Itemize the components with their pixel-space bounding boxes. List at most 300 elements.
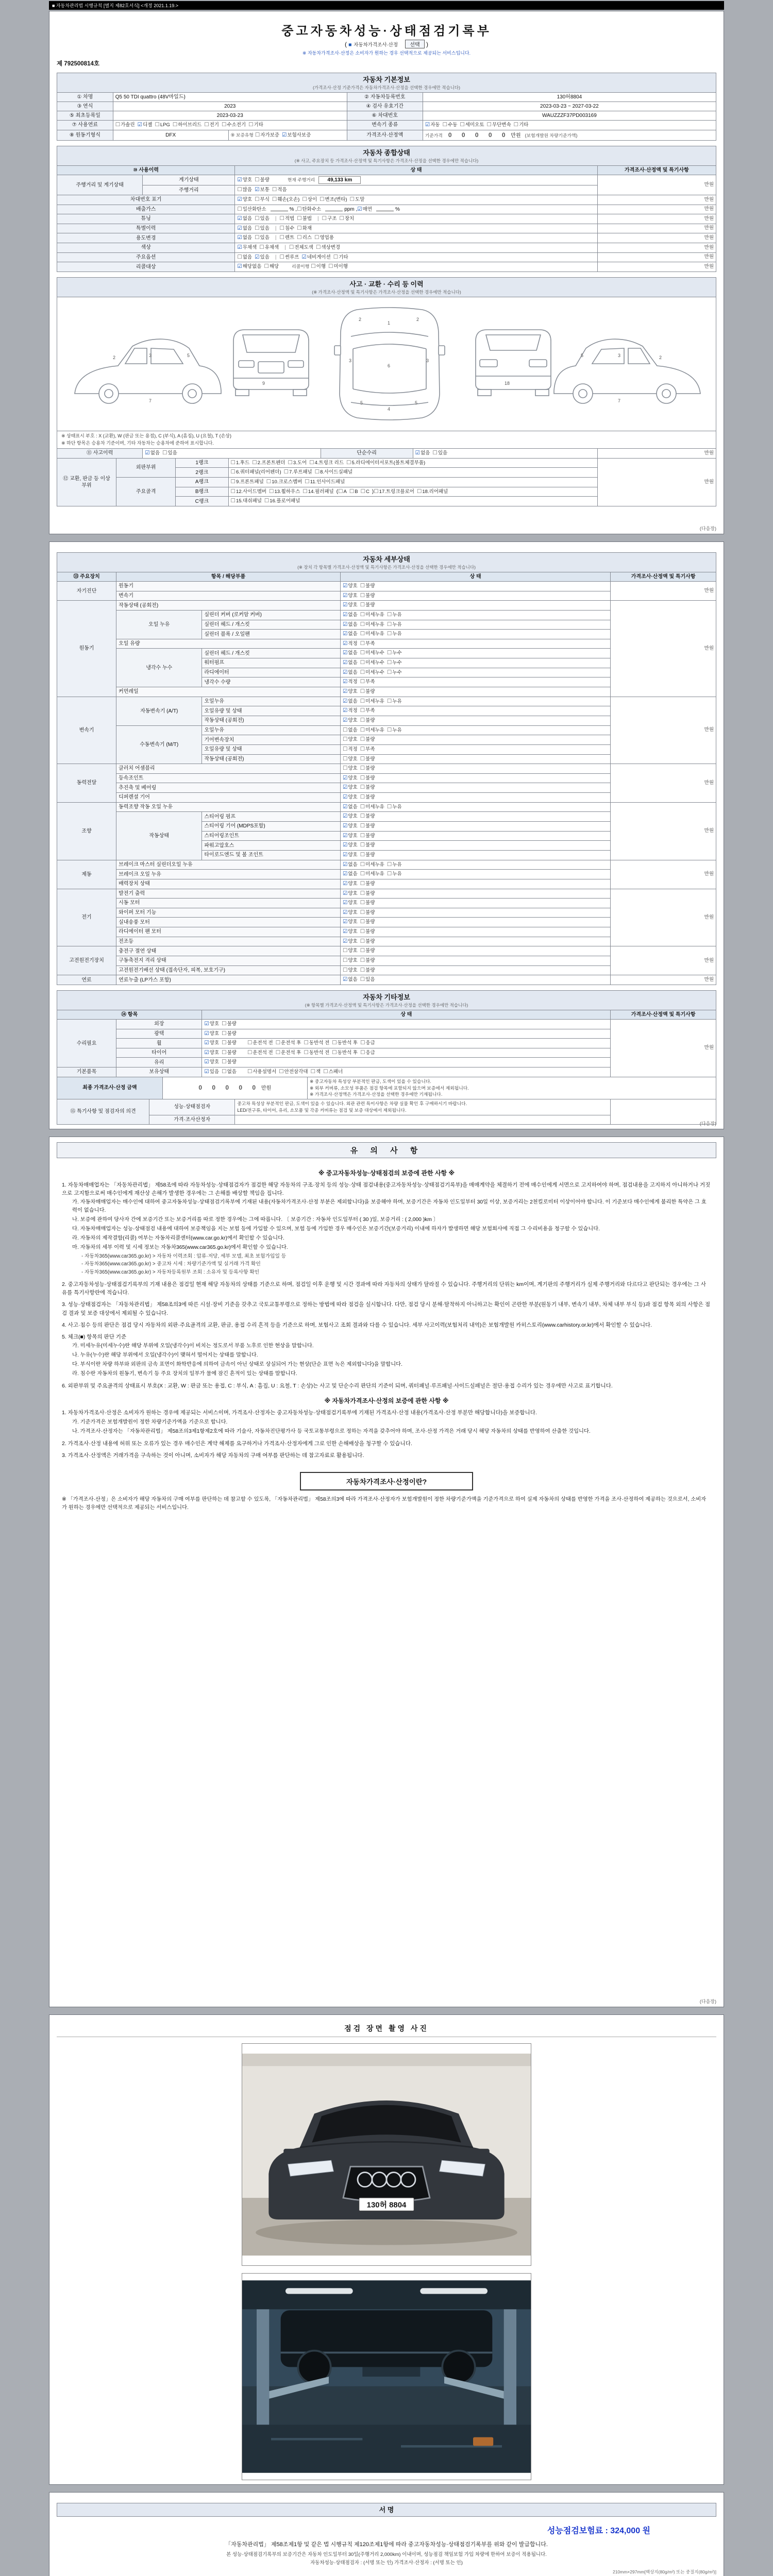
checkbox-훼손(오손)[interactable]: ☐훼손(오손)	[272, 196, 300, 202]
checkbox-도말[interactable]: ☐도말	[349, 196, 365, 202]
separator: |	[275, 235, 277, 241]
checkbox-무채색[interactable]: ☑무채색	[237, 244, 257, 251]
signature-statement: 「자동차관리법」 제58조제1항 및 같은 법 시행규칙 제120조제1항에 따라 중고자동차성능·상태점검기록부를 위와 같이 발급합니다.	[225, 2541, 548, 2548]
checkbox-양호[interactable]: ☐양호	[342, 967, 358, 973]
cell	[235, 205, 597, 214]
text: 만원	[260, 1086, 272, 1092]
checkbox-없음[interactable]: ☑없음	[342, 621, 358, 628]
checkbox-없음[interactable]: ☐없음	[342, 726, 358, 733]
cell	[340, 870, 610, 879]
checkbox-누유[interactable]: ☐누유	[386, 871, 402, 877]
notice-line: 나. 가격조사·산정자는 「자동차관리법」 제58조의3제1항제2호에 따라 기술사, 자동차진단평가사 등 국토교통부령으로 정하는 자격을 갖추어야 하며, 조사·산정 가격은 거래 당시 해당 자동차의 상태를 반영하여 산출한 것입니다.	[72, 1428, 591, 1434]
cell	[235, 243, 597, 253]
cell: 고전원전기배선 상태 (접속단자, 피복, 보호기구)	[116, 965, 341, 975]
checkbox-양호[interactable]: ☑양호	[204, 1020, 220, 1027]
checkbox-불량[interactable]: ☐불량	[222, 1059, 237, 1065]
checkbox-1.후드[interactable]: ☐1.후드	[230, 459, 250, 466]
checkbox-양호[interactable]: ☑양호	[342, 602, 358, 608]
checkbox-불량[interactable]: ☐불량	[360, 832, 375, 839]
cell	[340, 754, 610, 764]
checkbox-없음[interactable]: ☐없음	[222, 1069, 237, 1075]
checkbox-누수[interactable]: ☐누수	[386, 659, 402, 666]
cell: 작동상태 (공회전)	[202, 754, 341, 764]
checkbox-운전석 후[interactable]: ☐운전석 후	[275, 1040, 301, 1046]
separator: |	[275, 254, 277, 260]
checkbox-유채색[interactable]: ☐유채색	[259, 244, 279, 251]
checkbox-보험사보증[interactable]: ☑보험사보증	[281, 131, 311, 138]
cell	[202, 1029, 611, 1039]
checkbox-12.사이드멤버[interactable]: ☐12.사이드멤버	[230, 488, 267, 495]
cell	[235, 262, 597, 272]
separator: |	[317, 216, 319, 222]
diagram-part-number: 2	[659, 355, 662, 360]
checkbox-운전석 후[interactable]: ☐운전석 후	[275, 1049, 301, 1056]
photo-car-front	[242, 2043, 531, 2266]
notice-line: ※ 자동차가격조사·산정의 보증에 관한 사항 ※	[324, 1397, 449, 1405]
checkbox-디젤[interactable]: ☑디젤	[137, 122, 153, 128]
detail-condition-table	[57, 572, 716, 985]
checkbox-미세누유[interactable]: ☐미세누유	[360, 631, 384, 637]
checkbox-불량[interactable]: ☐불량	[360, 880, 375, 887]
checkbox-해당없음[interactable]: ☑해당없음	[237, 263, 262, 270]
inspection-insurance-fee: 성능점검보험료 : 324,000 원	[547, 2526, 650, 2535]
cell	[340, 610, 610, 620]
cell: 오일누유	[202, 697, 341, 706]
checkbox-불량[interactable]: ☐불량	[360, 583, 375, 589]
checkbox-없음[interactable]: ☑없음	[342, 659, 358, 666]
checkbox-기타[interactable]: ☐기타	[248, 122, 263, 128]
cell: 원동기	[116, 582, 341, 591]
checkbox-LPG[interactable]: ☐LPG	[155, 122, 170, 128]
checkbox-3.도어[interactable]: ☐3.도어	[288, 459, 307, 466]
cell: 만원	[611, 601, 716, 697]
checkbox-불량[interactable]: ☐불량	[360, 919, 375, 925]
checkbox-적정[interactable]: ☑적정	[342, 679, 358, 685]
note-line: ※ 외부 커버류, 소모성 부품은 점검 항목에 포함되지 않으며 보증에서 제외됩니다.	[310, 1085, 469, 1091]
checkbox-적음[interactable]: ☐적음	[272, 187, 287, 193]
cell	[235, 175, 597, 185]
checkbox-자동[interactable]: ☑자동	[425, 122, 440, 128]
separator: |	[284, 245, 286, 251]
checkbox-세미오토[interactable]: ☐세미오토	[460, 122, 484, 128]
page-3	[49, 1137, 724, 2007]
checkbox-없음[interactable]: ☑없음	[342, 650, 358, 656]
checkbox-불량[interactable]: ☐불량	[360, 688, 375, 695]
checkbox-안전삼각대[interactable]: ☐안전삼각대	[279, 1069, 308, 1075]
cell: 냉각수 수량	[202, 677, 341, 687]
checkbox-변조(변타)[interactable]: ☐변조(변타)	[320, 196, 347, 202]
checkbox-불량[interactable]: ☐불량	[360, 890, 375, 896]
checkbox-불량[interactable]: ☐불량	[360, 823, 375, 829]
checkbox-불량[interactable]: ☐불량	[360, 755, 375, 762]
checkbox-누수[interactable]: ☐누수	[386, 650, 402, 656]
checkbox-양호[interactable]: ☑양호	[204, 1049, 220, 1056]
checkbox-양호[interactable]: ☑양호	[342, 938, 358, 944]
small-label: (보험개발원 차량기준가액)	[525, 132, 578, 138]
checkbox-16.플로어패널[interactable]: ☐16.플로어패널	[264, 498, 300, 504]
checkbox-불량[interactable]: ☐불량	[360, 602, 375, 608]
checkbox-없음[interactable]: ☑없음	[342, 803, 358, 810]
checkbox-양호[interactable]: ☑양호	[342, 784, 358, 791]
separator: |	[275, 225, 277, 231]
cell	[340, 927, 610, 937]
checkbox-불량[interactable]: ☐불량	[222, 1049, 237, 1056]
checkbox-불량[interactable]: ☐불량	[360, 736, 375, 743]
checkbox-불량[interactable]: ☐불량	[222, 1020, 237, 1027]
cell	[340, 620, 610, 630]
checkbox-14.필러패널[interactable]: ☐14.필러패널	[303, 488, 334, 495]
checkbox-미세누유[interactable]: ☐미세누유	[360, 611, 384, 618]
row-usage-change: 용도변경	[57, 233, 235, 243]
checkbox-스패너[interactable]: ☐스패너	[323, 1069, 343, 1075]
checkbox-누수[interactable]: ☐누수	[386, 669, 402, 675]
checkbox-응급[interactable]: ☐응급	[360, 1049, 375, 1056]
checkbox-15.대쉬패널[interactable]: ☐15.대쉬패널	[230, 498, 262, 504]
cell: 실린더 헤드 / 개스킷	[202, 620, 341, 630]
checkbox-불량[interactable]: ☐불량	[360, 774, 375, 781]
checkbox-적법[interactable]: ☐적법	[279, 215, 295, 222]
cell: 브레이크 마스터 실린더오일 누유	[116, 860, 341, 870]
checkbox-불량[interactable]: ☐불량	[360, 928, 375, 935]
small-label: 기준가격	[425, 132, 443, 138]
checkbox-양호[interactable]: ☑양호	[342, 774, 358, 781]
checkbox-양호[interactable]: ☑양호	[342, 851, 358, 858]
checkbox-양호[interactable]: ☑양호	[342, 592, 358, 599]
cell: 작동상태 (공회전)	[116, 601, 341, 611]
checkbox-부족[interactable]: ☐부족	[360, 640, 375, 647]
checkbox-양호[interactable]: ☑양호	[342, 832, 358, 839]
value-first-reg-date: 2023-03-23	[113, 111, 347, 121]
checkbox-불량[interactable]: ☐불량	[360, 938, 375, 944]
checkbox-양호[interactable]: ☑양호	[342, 919, 358, 925]
checkbox-양호[interactable]: ☑양호	[342, 794, 358, 801]
notice-title: 유 의 사 항	[57, 1142, 716, 1158]
field-base-price: 가격조사·산정액	[347, 130, 423, 141]
checkbox-기타[interactable]: ☐기타	[333, 253, 348, 260]
checkbox-탄화수소[interactable]: ☐탄화수소	[297, 206, 322, 212]
checkbox-없음[interactable]: ☑없음	[342, 976, 358, 983]
checkbox-매연[interactable]: ☑매연	[357, 206, 373, 212]
checkbox-미세누유[interactable]: ☐미세누유	[360, 803, 384, 810]
checkbox-양호[interactable]: ☑양호	[204, 1059, 220, 1065]
checkbox-불량[interactable]: ☐불량	[360, 851, 375, 858]
checkbox-18.리어패널[interactable]: ☐18.리어패널	[416, 488, 448, 495]
checkbox-부족[interactable]: ☐부족	[360, 745, 375, 752]
checkbox-동반석 전[interactable]: ☐동반석 전	[304, 1049, 330, 1056]
checkbox-사용설명서[interactable]: ☐사용설명서	[247, 1069, 277, 1075]
checkbox-미이행[interactable]: ☐미이행	[328, 263, 348, 270]
checkbox-7.루프패널[interactable]: ☐7.루프패널	[283, 469, 312, 476]
checkbox-없음[interactable]: ☑없음	[237, 225, 253, 231]
checkbox-양호[interactable]: ☑양호	[342, 583, 358, 589]
cell: 만원	[611, 697, 716, 764]
checkbox-불량[interactable]: ☐불량	[360, 957, 375, 963]
checkbox-없음[interactable]: ☑없음	[237, 215, 253, 222]
checkbox-있음[interactable]: ☐있음	[360, 976, 375, 983]
checkbox-장치[interactable]: ☐장치	[339, 215, 355, 222]
checkbox-양호[interactable]: ☑양호	[342, 909, 358, 916]
checkbox-적정[interactable]: ☑적정	[342, 640, 358, 647]
checkbox-네비게이션[interactable]: ☑네비게이션	[301, 253, 331, 260]
cell: 상 태	[202, 1010, 611, 1019]
cell: A랭크	[176, 477, 228, 487]
page-1	[49, 11, 724, 534]
checkbox-동반석 후[interactable]: ☐동반석 후	[332, 1040, 358, 1046]
checkbox-영업용[interactable]: ☐영업용	[314, 234, 334, 241]
cell: 휠	[116, 1039, 202, 1048]
checkbox-양호[interactable]: ☑양호	[204, 1040, 220, 1046]
notice-line: 4. 사고·침수 등의 판단은 점검 당시 자동차의 외판·주요골격의 교환, 판금, 용접 수리 흔적 등을 기준으로 하며, 보험사고 조회 결과와 다를 수 있습니다. 세부 사고이력(보험처리 내역)은 보험개발원 카히스토리(www.carhistory.or.kr)에서 확인할 수 있습니다.	[62, 1321, 652, 1328]
checkbox-부족[interactable]: ☐부족	[360, 707, 375, 714]
device-high-voltage: 고전원전기장치	[57, 946, 116, 975]
checkbox-렌트[interactable]: ☐렌트	[279, 234, 295, 241]
cell: 라디에이터 팬 모터	[116, 927, 341, 937]
cell: 파워고압호스	[202, 841, 341, 851]
checkbox-누유[interactable]: ☐누유	[386, 621, 402, 628]
checkbox-9.프론트패널[interactable]: ☐9.프론트패널	[230, 478, 264, 485]
checkbox-있음[interactable]: ☐있음	[432, 450, 448, 456]
checkbox-무단변속[interactable]: ☐무단변속	[486, 122, 511, 128]
checkbox-있음[interactable]: ☐있음	[255, 234, 270, 241]
note-line: 중고차 특성상 부분적인 판금, 도색이 있을 수 있습니다. 외관 관련 특이사항은 차량 실물 확인 후 구매하시기 바랍니다.	[237, 1101, 467, 1106]
photo-undercarriage	[242, 2273, 531, 2480]
checkbox-썬루프[interactable]: ☐썬루프	[279, 253, 299, 260]
select-box[interactable]: 선택	[405, 40, 424, 48]
checkbox-하이브리드[interactable]: ☐하이브리드	[172, 122, 202, 128]
checkbox-누유[interactable]: ☐누유	[386, 631, 402, 637]
photo-section-title: 점검 장면 촬영 사진	[57, 2020, 716, 2037]
checkbox-양호[interactable]: ☑양호	[204, 1030, 220, 1037]
checkbox-없음[interactable]: ☐없음	[237, 253, 253, 260]
license-plate: 130허 8804	[366, 2200, 407, 2210]
checkbox-2.프론트펜더[interactable]: ☐2.프론트펜더	[252, 459, 285, 466]
field-vin: ⑥ 차대번호	[347, 111, 423, 121]
row-color: 색상	[57, 243, 235, 253]
notice-body	[57, 1161, 716, 1462]
checkbox-양호[interactable]: ☐양호	[342, 957, 358, 963]
cell: 등속조인트	[116, 773, 341, 783]
checkbox-구조[interactable]: ☐구조	[322, 215, 337, 222]
cell: 오일누유	[202, 725, 341, 735]
cell	[340, 725, 610, 735]
cell: 만원	[611, 860, 716, 889]
cell: 구동축전지 격리 상태	[116, 956, 341, 965]
checkbox-자가보증[interactable]: ☐자가보증	[255, 131, 279, 138]
checkbox-6.쿼터패널(리어펜더)[interactable]: ☐6.쿼터패널(리어펜더)	[230, 469, 281, 476]
checkbox-양호[interactable]: ☑양호	[342, 928, 358, 935]
small-label: 현재 주행거리	[287, 177, 315, 183]
notice-line: 가. 기준가격은 보험개발원이 정한 차량기준가액을 기준으로 합니다.	[72, 1419, 228, 1425]
spacer	[239, 1049, 247, 1056]
checkbox-적정[interactable]: ☑적정	[342, 707, 358, 714]
checkbox-양호[interactable]: ☑양호	[237, 177, 253, 183]
checkbox-미세누유[interactable]: ☐미세누유	[360, 871, 384, 877]
checkbox-A[interactable]: ☐A	[338, 488, 347, 495]
checkbox-전기[interactable]: ☐전기	[204, 122, 219, 128]
cell: 외장	[116, 1019, 202, 1029]
checkbox-4.트렁크 리드[interactable]: ☐4.트렁크 리드	[309, 459, 344, 466]
checkbox-불량[interactable]: ☐불량	[360, 592, 375, 599]
checkbox-부족[interactable]: ☐부족	[360, 679, 375, 685]
checkbox-미세누유[interactable]: ☐미세누유	[360, 698, 384, 704]
checkbox-없음[interactable]: ☑없음	[342, 871, 358, 877]
diagram-part-number: 5	[415, 400, 418, 405]
checkbox-해당[interactable]: ☐해당	[264, 263, 279, 270]
checkbox-응급[interactable]: ☐응급	[360, 1040, 375, 1046]
final-price-note	[308, 1077, 716, 1099]
checkbox-미세누수[interactable]: ☐미세누수	[360, 659, 384, 666]
checkbox-불량[interactable]: ☐불량	[360, 900, 375, 906]
checkbox-13.휠하우스[interactable]: ☐13.휠하우스	[269, 488, 300, 495]
row-accident-history: ⑪ 사고이력	[57, 449, 143, 459]
checkbox-8.사이드실패널[interactable]: ☐8.사이드실패널	[314, 469, 353, 476]
checkbox-불량[interactable]: ☐불량	[360, 947, 375, 954]
checkbox-있음[interactable]: ☐있음	[255, 225, 270, 231]
checkbox-불량[interactable]: ☐불량	[255, 177, 270, 183]
checkbox-양호[interactable]: ☐양호	[342, 755, 358, 762]
checkbox-없음[interactable]: ☑없음	[342, 861, 358, 868]
checkbox-잭[interactable]: ☐잭	[310, 1069, 321, 1075]
cell: 만원	[597, 252, 716, 262]
checkbox-동반석 전[interactable]: ☐동반석 전	[304, 1040, 330, 1046]
checkbox-있음[interactable]: ☐있음	[162, 450, 177, 456]
checkbox-부식[interactable]: ☐부식	[255, 196, 270, 202]
checkbox-양호[interactable]: ☐양호	[342, 947, 358, 954]
checkbox-동반석 후[interactable]: ☐동반석 후	[332, 1049, 358, 1056]
diagram-part-number: 2	[359, 317, 362, 322]
checkbox-수동[interactable]: ☐수동	[442, 122, 458, 128]
checkbox-양호[interactable]: ☑양호	[342, 717, 358, 723]
checkbox-일산화탄소[interactable]: ☐일산화탄소	[237, 206, 266, 212]
checkbox-상이[interactable]: ☐상이	[302, 196, 317, 202]
checkbox-운전석 전[interactable]: ☐운전석 전	[247, 1040, 273, 1046]
checkbox-기타[interactable]: ☐기타	[513, 122, 529, 128]
checkbox-있음[interactable]: ☑있음	[204, 1069, 220, 1075]
checkbox-수소전기[interactable]: ☐수소전기	[221, 122, 246, 128]
cell	[340, 735, 610, 745]
checkbox-불량[interactable]: ☐불량	[360, 909, 375, 916]
checkbox-화재[interactable]: ☐화재	[297, 225, 312, 231]
value-warranty-type	[228, 130, 347, 141]
checkbox-없음[interactable]: ☑없음	[342, 631, 358, 637]
checkbox-불법[interactable]: ☐불법	[297, 215, 312, 222]
checkbox-전체도색[interactable]: ☐전체도색	[289, 244, 313, 251]
checkbox-불량[interactable]: ☐불량	[360, 842, 375, 849]
checkbox-누유[interactable]: ☐누유	[386, 698, 402, 704]
checkbox-양호[interactable]: ☑양호	[342, 842, 358, 849]
checkbox-양호[interactable]: ☑양호	[342, 890, 358, 896]
amount-zeros: 0 0 0 0 0	[198, 1084, 260, 1092]
checkbox-불량[interactable]: ☐불량	[360, 765, 375, 772]
checkbox-누유[interactable]: ☐누유	[386, 803, 402, 810]
cell	[340, 850, 610, 860]
checkbox-가솔린[interactable]: ☐가솔린	[115, 122, 135, 128]
notice-line: - 자동차365(www.car365.go.kr) > 자동차 이력조회 : 압류·저당, 세부 모델, 최초 보험가입일 등	[81, 1253, 287, 1259]
price-appraisal-checkbox[interactable]: ■ 자동차가격조사·산정	[348, 42, 398, 48]
checkbox-불량[interactable]: ☐불량	[360, 813, 375, 820]
checkbox-불량[interactable]: ☐불량	[222, 1030, 237, 1037]
checkbox-B[interactable]: ☐B	[349, 488, 358, 495]
diagram-part-number: 9	[262, 381, 265, 386]
checkbox-양호[interactable]: ☑양호	[342, 880, 358, 887]
cell	[202, 1048, 611, 1058]
checkbox-없음[interactable]: ☑없음	[415, 450, 430, 456]
checkbox-이행[interactable]: ☐이행	[311, 263, 326, 270]
checkbox-불량[interactable]: ☐불량	[222, 1040, 237, 1046]
checkbox-17.트렁크플로어[interactable]: ☐17.트렁크플로어	[374, 488, 414, 495]
checkbox-양호[interactable]: ☑양호	[342, 823, 358, 829]
checkbox-11.인사이드패널[interactable]: ☐11.인사이드패널	[305, 478, 345, 485]
checkbox-불량[interactable]: ☐불량	[360, 717, 375, 723]
opinion-inspector-text	[235, 1099, 611, 1115]
checkbox-불량[interactable]: ☐불량	[360, 794, 375, 801]
cell: 오일유량 및 상태	[202, 744, 341, 754]
note-line: ※ 가격조사·산정액은 가격조사·산정을 선택한 경우에만 기재됩니다.	[310, 1092, 443, 1097]
checkbox-불량[interactable]: ☐불량	[360, 967, 375, 973]
cell	[340, 658, 610, 668]
checkbox-누유[interactable]: ☐누유	[386, 611, 402, 618]
checkbox-많음[interactable]: ☐많음	[237, 187, 253, 193]
checkbox-C[interactable]: ☐C	[360, 488, 369, 495]
checkbox-침수[interactable]: ☐침수	[279, 225, 295, 231]
cell	[202, 1058, 611, 1067]
cell: 상 태	[235, 166, 597, 175]
checkbox-양호[interactable]: ☑양호	[342, 813, 358, 820]
checkbox-양호[interactable]: ☑양호	[342, 688, 358, 695]
checkbox-누유[interactable]: ☐누유	[386, 861, 402, 868]
checkbox-양호[interactable]: ☐양호	[342, 765, 358, 772]
cell: 전조등	[116, 937, 341, 946]
checkbox-미세누수[interactable]: ☐미세누수	[360, 650, 384, 656]
checkbox-색상변경[interactable]: ☐색상변경	[315, 244, 341, 251]
checkbox-적정[interactable]: ☐적정	[342, 745, 358, 752]
field-model-year: ③ 연식	[57, 102, 113, 111]
cell: 가격조사·산정액 및 특기사항	[611, 1010, 716, 1019]
cell: 스티어링조인트	[202, 831, 341, 841]
checkbox-미세누유[interactable]: ☐미세누유	[360, 861, 384, 868]
checkbox-보통[interactable]: ☑보통	[255, 187, 270, 193]
cell: 실내송풍 모터	[116, 918, 341, 927]
checkbox-있음[interactable]: ☐있음	[255, 215, 270, 222]
checkbox-없음[interactable]: ☑없음	[342, 611, 358, 618]
checkbox-양호[interactable]: ☑양호	[237, 196, 253, 202]
checkbox-미세누수[interactable]: ☐미세누수	[360, 669, 384, 675]
checkbox-있음[interactable]: ☑있음	[255, 253, 270, 260]
cell	[340, 697, 610, 706]
checkbox-10.크로스멤버[interactable]: ☐10.크로스멤버	[266, 478, 303, 485]
checkbox-리스[interactable]: ☐리스	[297, 234, 312, 241]
checkbox-없음[interactable]: ☑없음	[237, 234, 253, 241]
checkbox-없음[interactable]: ☑없음	[342, 698, 358, 704]
checkbox-미세누유[interactable]: ☐미세누유	[360, 621, 384, 628]
cell	[228, 487, 597, 497]
checkbox-미세누유[interactable]: ☐미세누유	[360, 726, 384, 733]
checkbox-5.라디에이터서포트(볼트체결부품)[interactable]: ☐5.라디에이터서포트(볼트체결부품)	[346, 459, 426, 466]
cell	[413, 449, 597, 459]
cell	[340, 744, 610, 754]
cell: 만원	[597, 175, 716, 195]
checkbox-운전석 전[interactable]: ☐운전석 전	[247, 1049, 273, 1056]
cell: 광택	[116, 1029, 202, 1039]
checkbox-불량[interactable]: ☐불량	[360, 784, 375, 791]
checkbox-없음[interactable]: ☑없음	[145, 450, 160, 456]
device-self-diagnosis: 자기진단	[57, 582, 116, 601]
cell: 가격조사·산정액 및 특기사항	[611, 572, 716, 582]
checkbox-양호[interactable]: ☐양호	[342, 736, 358, 743]
checkbox-없음[interactable]: ☑없음	[342, 669, 358, 675]
checkbox-누유[interactable]: ☐누유	[386, 726, 402, 733]
checkbox-양호[interactable]: ☑양호	[342, 900, 358, 906]
